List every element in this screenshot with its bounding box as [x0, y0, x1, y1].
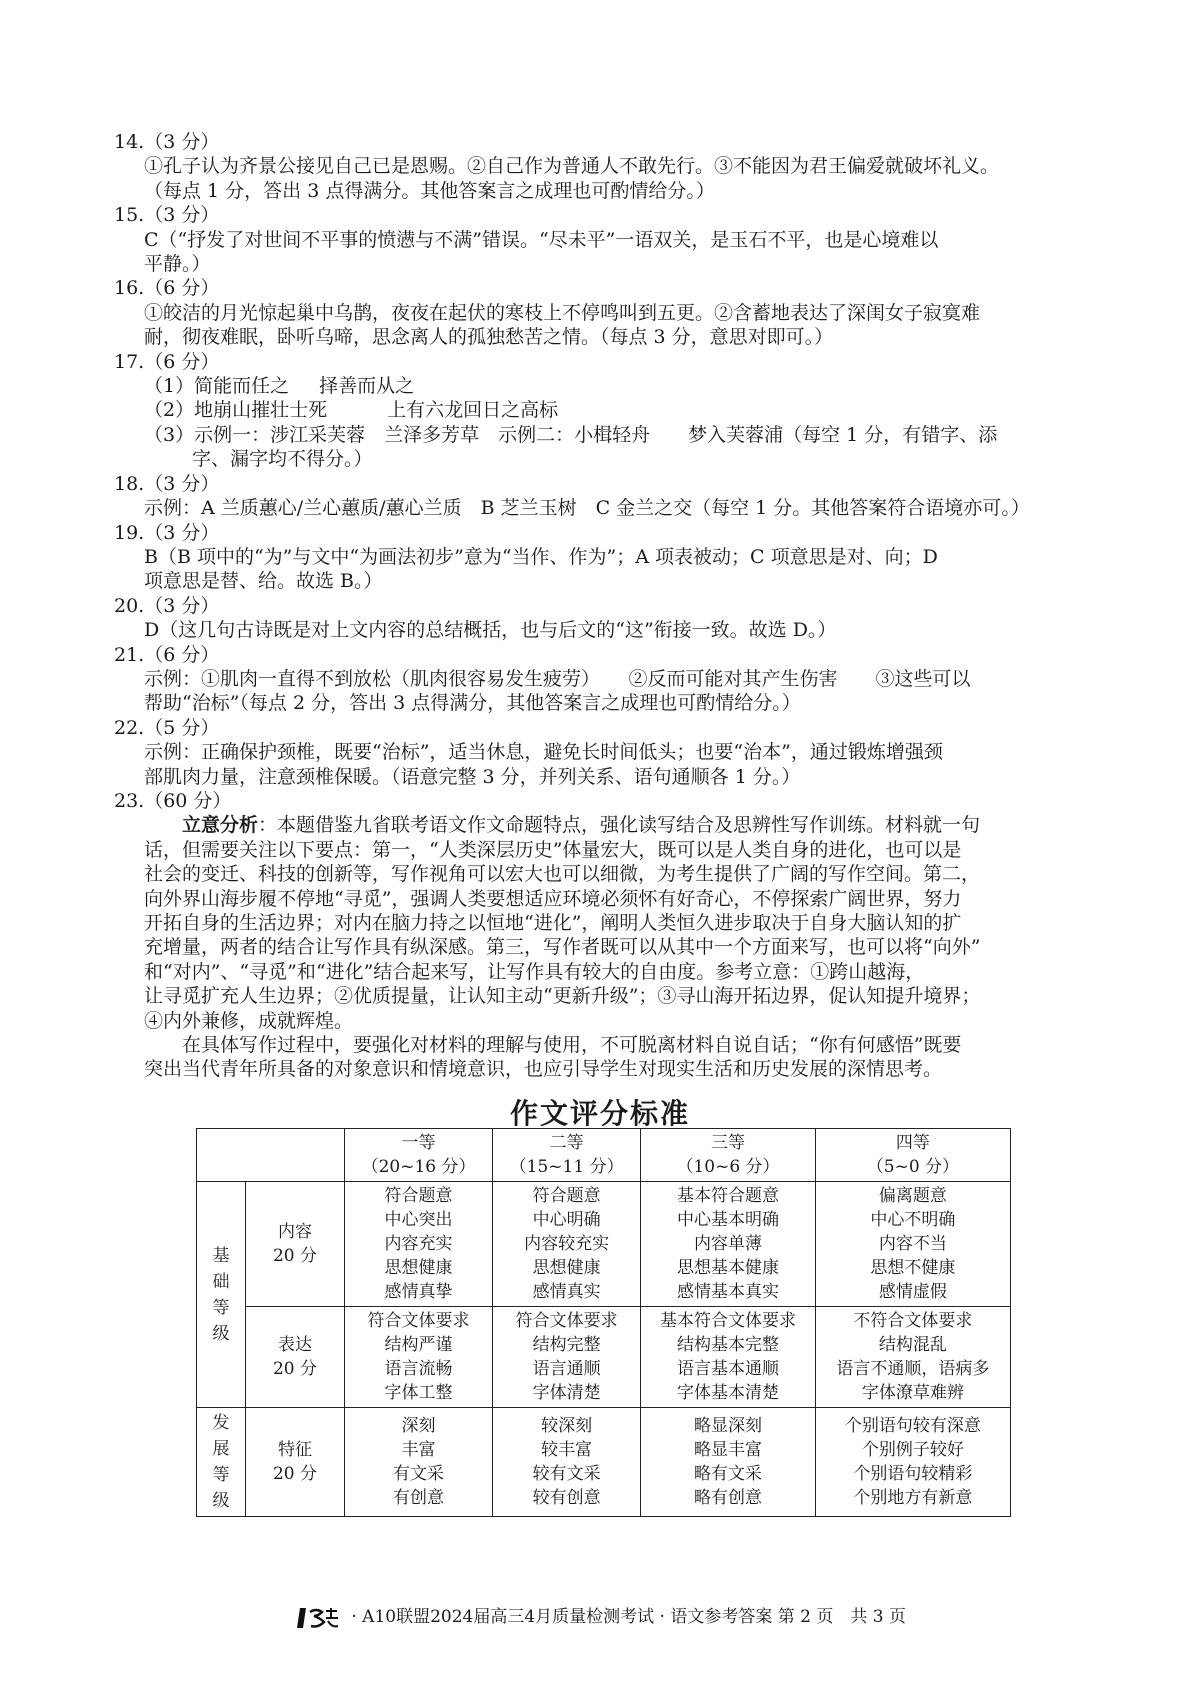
cell-line: 个别语句较有深意	[844, 1416, 981, 1436]
dev-level-label	[197, 1408, 246, 1517]
criterion-score: 20 分	[272, 1359, 318, 1379]
answer-line: 示例：①肌肉一直得不到放松（肌肉很容易发生疲劳） ②反而可能对其产生伤害 ③这些可以	[144, 667, 971, 690]
cell-line: 较丰富	[541, 1440, 593, 1460]
question-19	[114, 521, 1114, 594]
analysis-label: 立意分析	[182, 814, 259, 837]
answer-line	[114, 374, 1114, 398]
answer-line: 帮助“治标”（每点 2 分，答出 3 点得满分，其他答案言之成理也可酌情给分。）	[144, 692, 801, 715]
answer-line: 突出当代青年所具备的对象意识和情境意识，也应引导学生对现实生活和历史发展的深情思考。	[144, 1058, 943, 1081]
cell-line: 结构严谨	[384, 1335, 453, 1355]
answer-line: ①皎洁的月光惊起巢中乌鹊，夜夜在起伏的寒枝上不停鸣叫到五更。②含蓄地表达了深闺女子寂寞难	[144, 301, 981, 324]
answer-line: 话，但需要关注以下要点：第一，“人类深层历史”体量宏大，既可以是人类自身的进化，也可以是	[144, 838, 962, 861]
answer-line: 部肌肉力量，注意颈椎保暖。（语意完整 3 分，并列关系、语句通顺各 1 分。）	[144, 765, 801, 788]
rubric-row-feature	[197, 1408, 1011, 1517]
answer-line: 和“对内”、“寻觅”和“进化”结合起来写，让写作具有较大的自由度。参考立意：①跨山越海，	[144, 960, 925, 983]
answer-line: （3）示例一：涉江采芙蓉 兰泽多芳草 示例二：小楫轻舟 梦入芙蓉浦（每空 1 分，有错字、添	[144, 423, 998, 446]
question-16	[114, 276, 1114, 349]
answer-line: 开拓自身的生活边界；对内在脑力持之以恒地“进化”，阐明人类恒久进步取决于自身大脑认知的扩	[144, 912, 962, 934]
cell-line: 略显丰富	[693, 1440, 762, 1460]
criterion-cell	[246, 1307, 345, 1408]
question-17	[114, 350, 1114, 472]
question-18	[114, 472, 1114, 521]
cell-line: 不符合文体要求	[853, 1311, 973, 1331]
rubric-title: 作文评分标准	[509, 1097, 690, 1130]
rubric-cell	[641, 1408, 816, 1517]
rubric-cell	[493, 1408, 641, 1517]
rubric-row-content	[197, 1182, 1011, 1307]
question-15	[114, 203, 1114, 276]
cell-line: 内容单薄	[693, 1234, 762, 1254]
rubric-corner-cell	[197, 1129, 345, 1182]
answer-blank: 上有六龙回日之高标	[387, 399, 559, 422]
rubric-table	[196, 1128, 1011, 1517]
cell-line: 略显深刻	[693, 1416, 762, 1436]
answer-line: B（B 项中的“为”与文中“为画法初步”意为“当作、作为”；A 项表被动；C 项意思是对、向；D	[144, 545, 938, 568]
level-name: 四等	[895, 1133, 930, 1153]
analysis-text: ：本题借鉴九省联考语文作文命题特点，强化读写结合及思辨性写作训练。材料就一句	[258, 814, 981, 837]
question-21	[114, 643, 1114, 716]
answer-line: 充增量，两者的结合让写作具有纵深感。第三，写作者既可以从其中一个方面来写，也可以将“向外”	[144, 936, 981, 959]
level-range: （10~6 分）	[676, 1157, 780, 1177]
answer-blank: （1）简能而任之	[144, 375, 290, 398]
cell-line: 有创意	[393, 1488, 445, 1508]
cell-line: 内容充实	[384, 1234, 453, 1254]
answer-line: ④内外兼修，成就辉煌。	[144, 1009, 354, 1032]
cell-line: 符合文体要求	[367, 1311, 470, 1331]
cell-line: 思想不健康	[870, 1258, 956, 1278]
question-23	[114, 789, 1114, 1082]
cell-line: 结构完整	[532, 1335, 601, 1355]
answer-line: 在具体写作过程中，要强化对材料的理解与使用，不可脱离材料自说自话；“你有何感悟”既要	[182, 1034, 962, 1057]
cell-line: 字体基本清楚	[676, 1383, 779, 1403]
cell-line: 个别语句较精彩	[853, 1464, 973, 1484]
cell-line: 深刻	[401, 1416, 436, 1436]
question-number: 15.（3 分）	[114, 204, 220, 227]
rubric-cell	[493, 1307, 641, 1408]
question-22	[114, 716, 1114, 789]
rubric-cell	[815, 1182, 1010, 1307]
cell-line: 感情真挚	[384, 1282, 453, 1302]
level-name: 三等	[710, 1133, 745, 1153]
level-header	[641, 1129, 816, 1182]
rubric-cell	[815, 1307, 1010, 1408]
question-20	[114, 594, 1114, 643]
question-number: 19.（3 分）	[114, 521, 220, 544]
page-footer	[0, 1602, 1200, 1630]
rubric-cell	[493, 1182, 641, 1307]
cell-line: 感情真实	[532, 1282, 601, 1302]
question-number: 20.（3 分）	[114, 594, 220, 617]
criterion-cell	[246, 1182, 345, 1307]
cell-line: 感情虚假	[878, 1282, 947, 1302]
cell-line: 有文采	[393, 1464, 445, 1484]
dev-level-text: 发展等级	[212, 1413, 230, 1511]
cell-line: 内容较充实	[524, 1234, 610, 1254]
cell-line: 中心不明确	[870, 1210, 956, 1230]
answer-line	[114, 813, 1114, 837]
cell-line: 语言流畅	[384, 1359, 453, 1379]
level-range: （20~16 分）	[361, 1157, 476, 1177]
rubric-cell	[641, 1182, 816, 1307]
cell-line: 中心突出	[384, 1210, 453, 1230]
criterion-label: 内容	[278, 1222, 312, 1242]
rubric-cell	[641, 1307, 816, 1408]
answer-line: 向外界山海步履不停地“寻觅”，强调人类要想适应环境必须怀有好奇心，不停探索广阔世界，努力	[144, 887, 962, 910]
level-header	[345, 1129, 493, 1182]
cell-line: 偏离题意	[878, 1186, 947, 1206]
cell-line: 个别地方有新意	[853, 1488, 973, 1508]
question-number: 14.（3 分）	[114, 131, 220, 153]
cell-line: 语言不通顺，语病多	[836, 1359, 990, 1379]
answer-line: （每点 1 分，答出 3 点得满分。其他答案言之成理也可酌情给分。）	[144, 179, 715, 202]
cell-line: 基本符合题意	[676, 1186, 779, 1206]
basic-level-text: 基础等级	[212, 1245, 230, 1344]
rubric-header-row	[197, 1129, 1011, 1182]
answer-blank: 择善而从之	[319, 375, 415, 398]
rubric-cell	[345, 1182, 493, 1307]
question-14	[114, 130, 1114, 203]
answer-line: 让寻觅扩充人生边界；②优质提量，让认知主动“更新升级”；③寻山海开拓边界，促认知提升境界；	[144, 985, 981, 1008]
cell-line: 思想健康	[532, 1258, 601, 1278]
answer-line: 耐，彻夜难眠，卧听乌啼，思念离人的孤独愁苦之情。（每点 3 分，意思对即可。）	[144, 326, 834, 349]
answer-line: 字、漏字均不得分。）	[192, 448, 373, 471]
question-number: 21.（6 分）	[114, 643, 220, 666]
cell-line: 内容不当	[878, 1234, 947, 1254]
question-number: 16.（6 分）	[114, 277, 220, 300]
rubric-cell	[345, 1307, 493, 1408]
cell-line: 结构基本完整	[676, 1335, 779, 1355]
level-name: 二等	[549, 1133, 584, 1153]
cell-line: 略有创意	[693, 1488, 762, 1508]
cell-line: 符合文体要求	[515, 1311, 618, 1331]
cell-line: 略有文采	[693, 1464, 762, 1484]
level-range: （5~0 分）	[866, 1157, 960, 1177]
level-range: （15~11 分）	[509, 1157, 624, 1177]
answer-line: C（“抒发了对世间不平事的愤懑与不满”错误。“尽未平”一语双关，是玉石不平，也是心境难以	[144, 228, 939, 251]
rubric-row-expression	[197, 1307, 1011, 1408]
cell-line: 符合题意	[532, 1186, 601, 1206]
cell-line: 丰富	[401, 1440, 436, 1460]
answer-content	[114, 130, 1114, 1082]
answer-line: 社会的变迁、科技的创新等，写作视角可以宏大也可以细微，为考生提供了广阔的写作空间。第二，	[144, 863, 981, 886]
cell-line: 较深刻	[541, 1416, 593, 1436]
cell-line: 符合题意	[384, 1186, 453, 1206]
answer-line: ①孔子认为齐景公接见自己已是恩赐。②自己作为普通人不敢先行。③不能因为君王偏爱就破坏礼义。	[144, 155, 1000, 178]
question-number: 17.（6 分）	[114, 350, 220, 373]
criterion-score: 20 分	[272, 1246, 318, 1266]
cell-line: 结构混乱	[878, 1335, 947, 1355]
criterion-label: 特征	[278, 1440, 312, 1460]
rubric-cell	[345, 1408, 493, 1517]
rubric-cell	[815, 1408, 1010, 1517]
level-name: 一等	[401, 1133, 436, 1153]
criterion-label: 表达	[278, 1335, 312, 1355]
basic-level-label	[197, 1182, 246, 1408]
analysis-paragraph	[114, 813, 1114, 1081]
cell-line: 思想健康	[384, 1258, 453, 1278]
answer-line	[114, 398, 1114, 422]
cell-line: 个别例子较好	[861, 1440, 964, 1460]
question-number: 23.（60 分）	[114, 789, 232, 812]
answer-line: 项意思是替、给。故选 B。）	[144, 570, 383, 593]
criterion-cell	[246, 1408, 345, 1517]
answer-line: 示例：A 兰质蕙心/兰心蕙质/蕙心兰质 B 芝兰玉树 C 金兰之交（每空 1 分。其他答案符合语境亦可。）	[144, 497, 1030, 520]
answer-line: 平静。）	[144, 253, 211, 276]
cell-line: 语言基本通顺	[676, 1359, 779, 1379]
cell-line: 字体工整	[384, 1383, 453, 1403]
level-header	[815, 1129, 1010, 1182]
cell-line: 字体清楚	[532, 1383, 601, 1403]
cell-line: 中心基本明确	[676, 1210, 779, 1230]
cell-line: 较有文采	[532, 1464, 601, 1484]
cell-line: 字体潦草难辨	[861, 1383, 964, 1403]
cell-line: 感情基本真实	[676, 1282, 779, 1302]
cell-line: 基本符合文体要求	[659, 1311, 796, 1331]
answer-blank: （2）地崩山摧壮士死	[144, 399, 328, 422]
question-number: 22.（5 分）	[114, 716, 220, 739]
answer-line: 示例：正确保护颈椎，既要“治标”，适当休息，避免长时间低头；也要“治本”，通过锻炼增强颈	[144, 741, 943, 764]
cell-line: 思想基本健康	[676, 1258, 779, 1278]
cell-line: 较有创意	[532, 1488, 601, 1508]
level-header	[493, 1129, 641, 1182]
criterion-score: 20 分	[272, 1464, 318, 1484]
footer-text: · A10联盟2024届高三4月质量检测考试 · 语文参考答案 第 2 页 共 3 页	[351, 1607, 907, 1627]
cell-line: 中心明确	[532, 1210, 601, 1230]
cell-line: 语言通顺	[532, 1359, 601, 1379]
answer-line: D（这几句古诗既是对上文内容的总结概括，也与后文的“这”衔接一致。故选 D。）	[144, 619, 837, 642]
question-number: 18.（3 分）	[114, 472, 220, 495]
publisher-logo-icon	[294, 1606, 340, 1630]
